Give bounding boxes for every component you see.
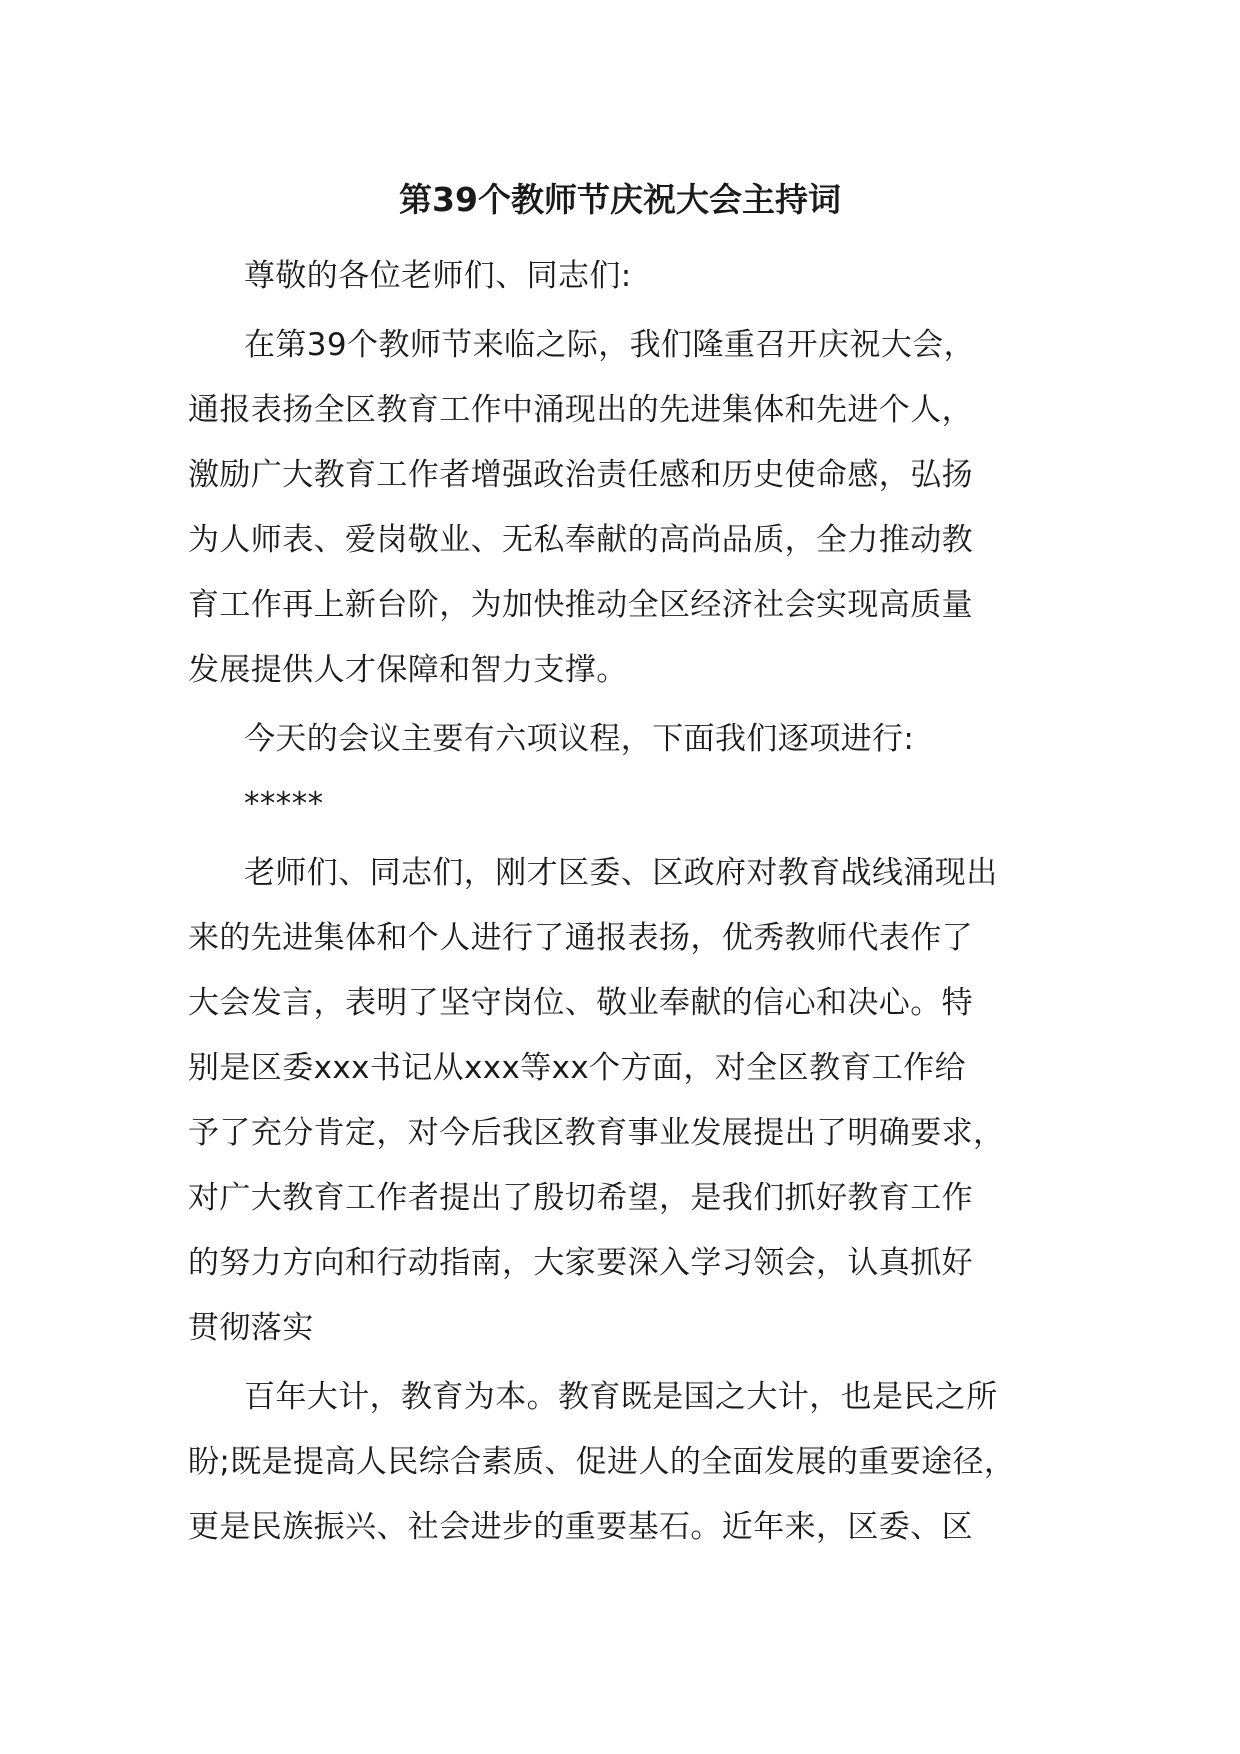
- paragraph-salutation: 尊敬的各位老师们、同志们:: [244, 258, 632, 294]
- paragraph-education: 百年大计，教育为本。教育既是国之大计，也是民之所 盼;既是提高人民综合素质、促进人的全面发展的重要途径， 更是民族振兴、社会进步的重要基石。近年来，区委、区: [188, 1379, 1016, 1545]
- document-body: [188, 244, 1068, 1560]
- document-title: 第39个教师节庆祝大会主持词: [399, 180, 841, 219]
- paragraph-summary: 老师们、同志们，刚才区委、区政府对教育战线涌现出 来的先进集体和个人进行了通报表扬，优秀教师代表作了 大会发言，表明了坚守岗位、敬业奉献的信心和决心。特 别是区委xxx书记从xxx等xx个方面，对全区教育工作给 予了充分肯定，对今后我区教育事业发展提出了明确要求， 对广大教育工作者提出了殷切希望，是我们抓好教育工作 的努力方向和行动指南，大家要深入学习领会，认真抓好 贯彻落实: [188, 855, 1005, 1346]
- paragraph-agenda: 今天的会议主要有六项议程，下面我们逐项进行:: [244, 721, 915, 757]
- paragraph-separator: *****: [244, 786, 324, 822]
- paragraph-opening: 在第39个教师节来临之际，我们隆重召开庆祝大会， 通报表扬全区教育工作中涌现出的先进集体和先进个人， 激励广大教育工作者增强政治责任感和历史使命感，弘扬 为人师表、爱岗敬业、无私奉献的高尚品质，全力推动教 育工作再上新台阶，为加快推动全区经济社会实现高质量 发展提供人才保障和智力支撑。: [188, 327, 976, 688]
